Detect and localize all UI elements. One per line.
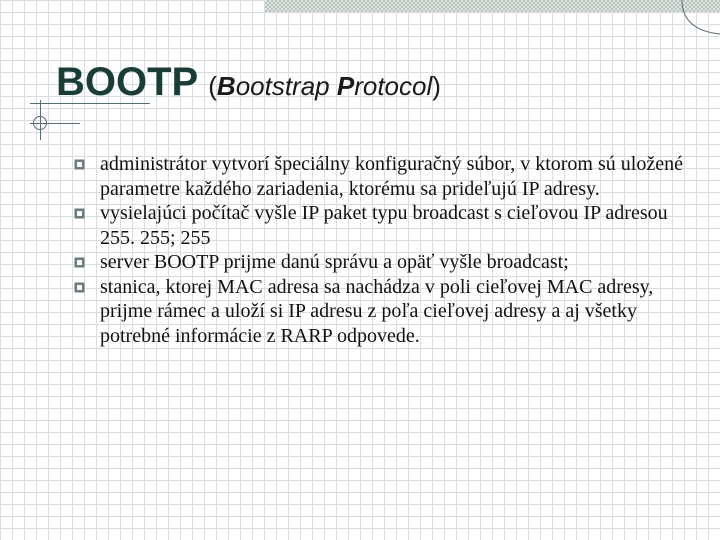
square-bullet-icon [74, 257, 85, 268]
list-item [74, 275, 694, 349]
bullet-text: vysielajúci počítač vyšle IP paket typu broadcast s cieľovou IP adresou 255. 255; 255 [100, 202, 668, 249]
square-bullet-icon [74, 208, 85, 219]
bullet-text: administrátor vytvorí špeciálny konfiguračný súbor, v ktorom sú uložené parametre každého zariadenia, ktorému sa prideľujú IP adresy. [100, 153, 683, 200]
title-sub-p: P [336, 71, 355, 101]
title-sub-p-rest: rotocol [354, 71, 433, 101]
corner-decoration [680, 0, 720, 60]
title-subtitle [208, 71, 441, 101]
list-item [74, 250, 694, 275]
bullet-list [74, 152, 694, 348]
title-sub-b-rest: ootstrap [235, 71, 337, 101]
title-decor-circle [33, 116, 47, 130]
title-sub-b: B [216, 71, 236, 101]
slide-title [56, 60, 441, 105]
title-paren-open: ( [208, 71, 217, 101]
top-decorative-band [265, 0, 720, 12]
list-item [74, 152, 694, 201]
list-item [74, 201, 694, 250]
title-main: BOOTP [56, 60, 199, 104]
square-bullet-icon [74, 282, 85, 293]
bullet-text: server BOOTP prijme danú správu a opäť vyšle broadcast; [100, 251, 569, 273]
title-paren-close: ) [432, 71, 441, 101]
square-bullet-icon [74, 159, 85, 170]
bullet-text: stanica, ktorej MAC adresa sa nachádza v poli cieľovej MAC adresy, prijme rámec a uloží si IP adresu z poľa cieľovej adresy a aj všetky potrebné informácie z RARP odpovede. [100, 275, 654, 347]
